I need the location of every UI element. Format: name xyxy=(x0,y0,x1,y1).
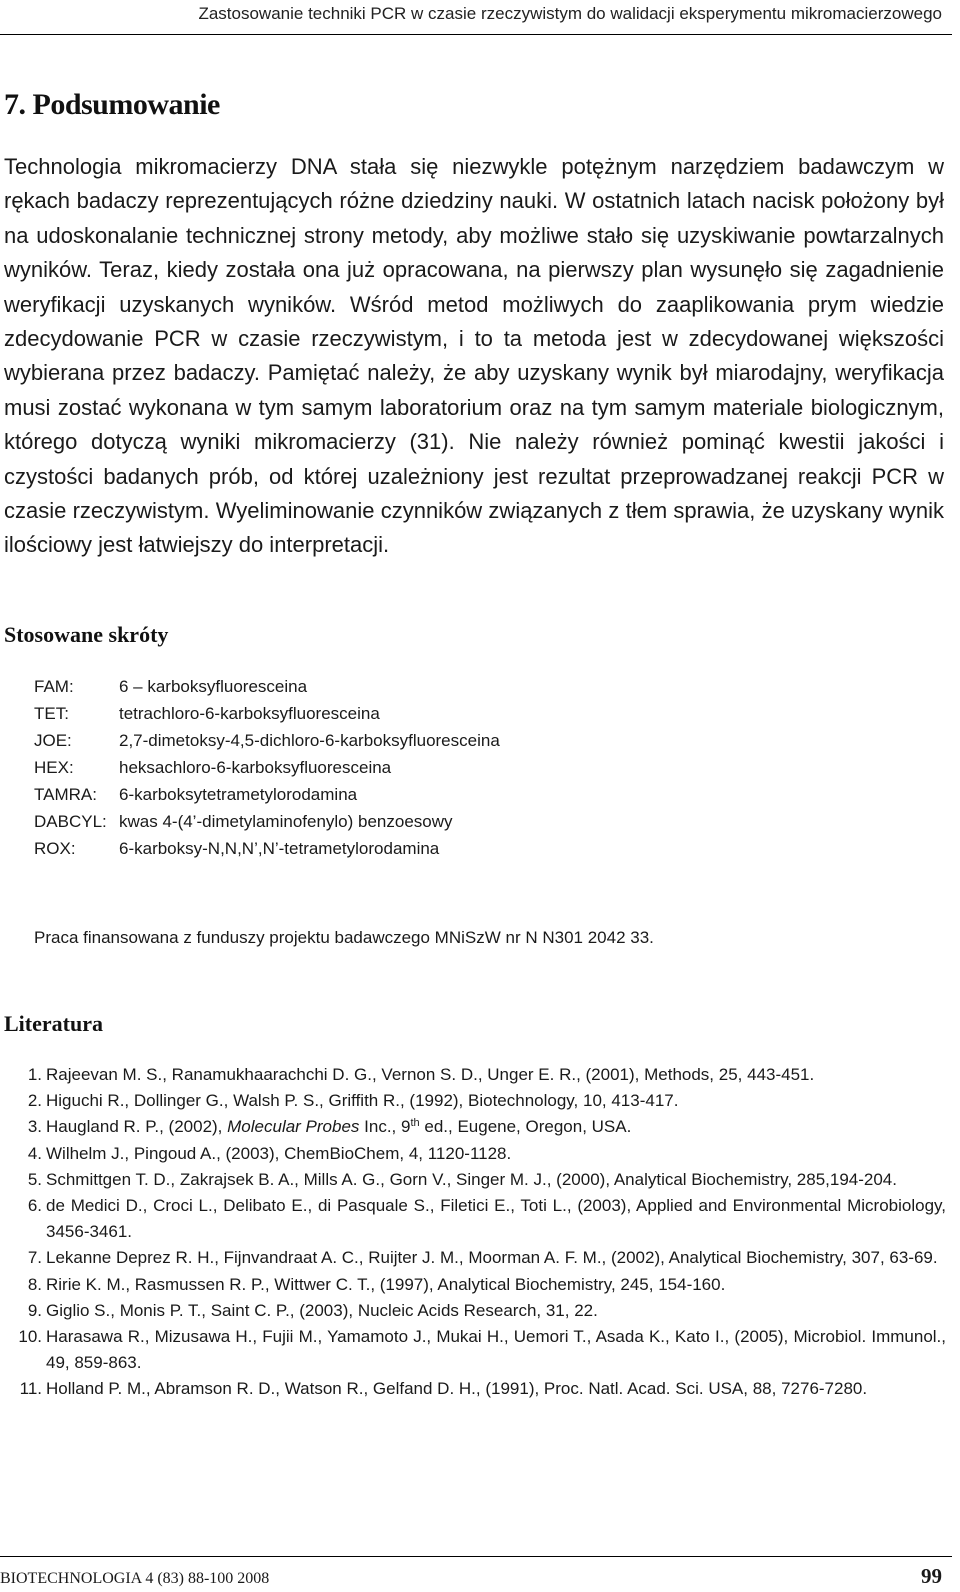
reference-number: 7. xyxy=(27,1248,42,1268)
reference-segment: Schmittgen T. D., Zakrajsek B. A., Mills A. G., Gorn V., Singer M. J., (2000), Analytical Biochemistry, 285,194-204. xyxy=(46,1169,897,1189)
section-title: 7. Podsumowanie xyxy=(4,88,220,121)
abbreviation-definition: tetrachloro-6-karboksyfluoresceina xyxy=(119,704,380,723)
reference-text xyxy=(46,1272,946,1298)
reference-number: 11. xyxy=(19,1379,42,1399)
abbreviation-term: HEX: xyxy=(34,758,74,777)
abbreviation-term: DABCYL: xyxy=(34,812,107,831)
abbreviation-definition: 6 – karboksyfluoresceina xyxy=(119,677,308,696)
reference-number: 2. xyxy=(27,1091,42,1111)
journal-footer: BIOTECHNOLOGIA 4 (83) 88-100 2008 xyxy=(0,1570,270,1587)
reference-segment: Harasawa R., Mizusawa H., Fujii M., Yamamoto J., Mukai H., Uemori T., Asada K., Kato I., (2005), Microbiol. Immunol., 49, 859-863. xyxy=(46,1327,946,1373)
reference-number: 1. xyxy=(27,1065,42,1084)
abbreviation-row xyxy=(34,754,734,781)
abbreviations-list xyxy=(34,673,734,862)
reference-text xyxy=(46,1245,946,1271)
reference-segment: Ririe K. M., Rasmussen R. P., Wittwer C. T., (1997), Analytical Biochemistry, 245, 154-160. xyxy=(46,1274,726,1294)
reference-number: 4. xyxy=(27,1143,42,1163)
reference-segment: Inc., 9 xyxy=(359,1117,411,1137)
abbreviation-definition: heksachloro-6-karboksyfluoresceina xyxy=(119,758,392,777)
reference-item xyxy=(4,1141,946,1167)
reference-item xyxy=(4,1272,946,1298)
page-number: 99 xyxy=(921,1564,942,1588)
reference-number: 3. xyxy=(27,1117,42,1137)
abbreviation-row xyxy=(34,808,734,835)
abbreviation-definition: 6-karboksy-N,N,N’,N’-tetrametylorodamina xyxy=(119,839,440,858)
summary-paragraph: Technologia mikromacierzy DNA stała się niezwykle potężnym narzędziem badawczym w rękach badaczy reprezentujących różne dziedziny nauki. W ostatnich latach nacisk położony był na udoskonalanie technicznej strony metody, aby możliwe stało się uzyskiwanie powtarzalnych wyników. Teraz, kiedy została ona już opracowana, na pierwszy plan wysunęło się zagadnienie weryfikacji uzyskanych wyników. Wśród metod możliwych do zaaplikowania prym wiedzie zdecydowanie PCR w czasie rzeczywistym, i to ta metoda jest w zdecydowanej większości wybierana przez badaczy. Pamiętać należy, że aby uzyskany wynik był miarodajny, weryfikacja musi zostać wykonana w tym samym laboratorium oraz na tym samym materiale biologicznym, którego dotyczą wyniki mikromacierzy (31). Nie należy również pominąć kwestii jakości i czystości badanych prób, od której uzależniony jest rezultat przeprowadzanej reakcji PCR w czasie rzeczywistym. Wyeliminowanie czynników związanych z tłem sprawia, że uzyskany wynik ilościowy jest łatwiejszy do interpretacji. xyxy=(4,154,944,558)
reference-item xyxy=(4,1376,946,1402)
footer-divider xyxy=(0,1556,952,1557)
funding-note: Praca finansowana z funduszy projektu badawczego MNiSzW nr N N301 2042 33. xyxy=(34,928,654,947)
reference-segment: Higuchi R., Dollinger G., Walsh P. S., Griffith R., (1992), Biotechnology, 10, 413-417. xyxy=(46,1091,679,1111)
reference-text xyxy=(46,1114,946,1140)
reference-number: 5. xyxy=(27,1169,42,1189)
reference-segment: Holland P. M., Abramson R. D., Watson R., Gelfand D. H., (1991), Proc. Natl. Acad. Sci. USA, 88, 7276-7280. xyxy=(46,1379,868,1399)
reference-item xyxy=(4,1062,946,1088)
abbreviation-term: TAMRA: xyxy=(34,785,97,804)
abbreviation-row xyxy=(34,673,734,700)
reference-segment: Haugland R. P., (2002), xyxy=(46,1117,228,1137)
reference-segment: de Medici D., Croci L., Delibato E., di Pasquale S., Filetici E., Toti L., (2003), Applied and Environmental Microbiology, 3456-3461. xyxy=(46,1196,946,1242)
reference-number: 10. xyxy=(18,1327,42,1347)
reference-text xyxy=(46,1376,946,1402)
reference-item xyxy=(4,1245,946,1271)
abbreviation-row xyxy=(34,835,734,862)
abbreviation-row xyxy=(34,781,734,808)
abbreviation-definition: 2,7-dimetoksy-4,5-dichloro-6-karboksyfluoresceina xyxy=(119,731,500,750)
reference-segment: Wilhelm J., Pingoud A., (2003), ChemBioChem, 4, 1120-1128. xyxy=(46,1143,512,1163)
running-header: Zastosowanie techniki PCR w czasie rzeczywistym do walidacji eksperymentu mikromacierzowego xyxy=(198,4,942,23)
reference-item xyxy=(4,1167,946,1193)
header-divider xyxy=(0,34,952,35)
reference-item xyxy=(4,1088,946,1114)
abbreviation-term: FAM: xyxy=(34,677,74,696)
abbreviations-heading: Stosowane skróty xyxy=(4,622,169,647)
abbreviation-definition: kwas 4-(4’-dimetylaminofenylo) benzoesowy xyxy=(119,812,453,831)
reference-text xyxy=(46,1141,946,1167)
reference-segment: Rajeevan M. S., Ranamukhaarachchi D. G., Vernon S. D., Unger E. R., (2001), Methods, 25, 443-451. xyxy=(46,1065,815,1084)
abbreviation-term: TET: xyxy=(34,704,69,723)
reference-text xyxy=(46,1062,946,1088)
reference-number: 9. xyxy=(27,1300,42,1320)
reference-item xyxy=(4,1193,946,1245)
reference-text xyxy=(46,1088,946,1114)
abbreviation-definition: 6-karboksytetrametylorodamina xyxy=(119,785,358,804)
reference-number: 6. xyxy=(27,1196,42,1216)
abbreviation-row xyxy=(34,700,734,727)
reference-text xyxy=(46,1193,946,1245)
reference-text xyxy=(46,1167,946,1193)
abbreviation-term: ROX: xyxy=(34,839,76,858)
reference-italic: Molecular Probes xyxy=(227,1117,360,1137)
literature-heading: Literatura xyxy=(4,1011,103,1036)
reference-segment: Giglio S., Monis P. T., Saint C. P., (2003), Nucleic Acids Research, 31, 22. xyxy=(46,1300,598,1320)
abbreviation-term: JOE: xyxy=(34,731,72,750)
reference-item xyxy=(4,1114,946,1140)
reference-number: 8. xyxy=(27,1274,42,1294)
reference-segment: ed., Eugene, Oregon, USA. xyxy=(419,1117,632,1137)
abbreviation-row xyxy=(34,727,734,754)
reference-item xyxy=(4,1324,946,1376)
reference-superscript: th xyxy=(410,1117,420,1130)
reference-text xyxy=(46,1324,946,1376)
reference-text xyxy=(46,1298,946,1324)
reference-segment: Lekanne Deprez R. H., Fijnvandraat A. C., Ruijter J. M., Moorman A. F. M., (2002), Analytical Biochemistry, 307, 63-69. xyxy=(46,1248,938,1268)
references-list xyxy=(4,1062,946,1403)
reference-item xyxy=(4,1298,946,1324)
